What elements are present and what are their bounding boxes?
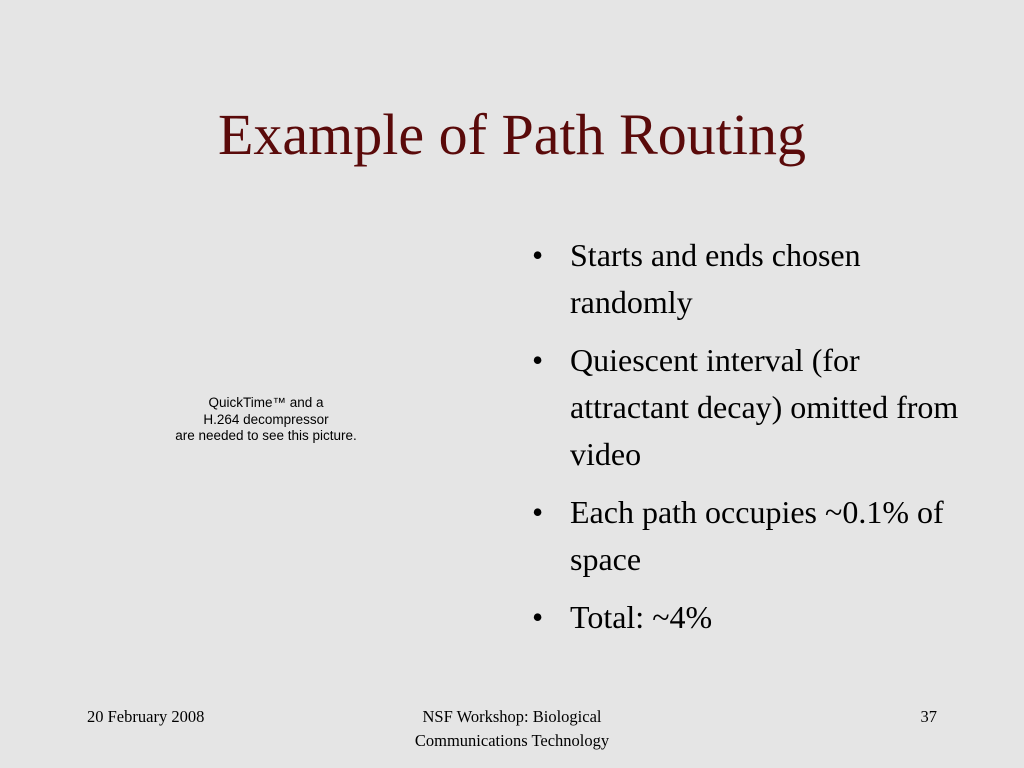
bullet-icon: • bbox=[532, 599, 544, 635]
video-placeholder-line-2: H.264 decompressor bbox=[203, 411, 329, 427]
bullet-icon: • bbox=[532, 342, 544, 378]
footer-title-line-1: NSF Workshop: Biological bbox=[422, 707, 602, 726]
slide-title: Example of Path Routing bbox=[218, 102, 806, 167]
footer-title-line-2: Communications Technology bbox=[414, 731, 610, 750]
bullet-item bbox=[532, 489, 972, 583]
video-placeholder-line-3: are needed to see this picture. bbox=[175, 428, 357, 443]
bullet-item bbox=[532, 232, 972, 326]
bullet-text: Each path occupies ~0.1% of space bbox=[570, 494, 944, 577]
bullet-item bbox=[532, 594, 972, 641]
bullet-text: Starts and ends chosen randomly bbox=[570, 237, 861, 320]
bullet-list bbox=[532, 232, 972, 652]
video-placeholder-line-1: QuickTime™ and a bbox=[208, 395, 324, 410]
bullet-icon: • bbox=[532, 494, 544, 530]
bullet-icon: • bbox=[532, 237, 544, 273]
bullet-text: Quiescent interval (for attractant decay) omitted from video bbox=[570, 342, 959, 472]
footer-date: 20 February 2008 bbox=[87, 707, 205, 726]
bullet-item bbox=[532, 337, 972, 478]
page-number: 37 bbox=[920, 707, 937, 726]
video-placeholder[interactable] bbox=[140, 395, 392, 445]
bullet-text: Total: ~4% bbox=[570, 599, 713, 635]
footer-title bbox=[372, 705, 652, 753]
